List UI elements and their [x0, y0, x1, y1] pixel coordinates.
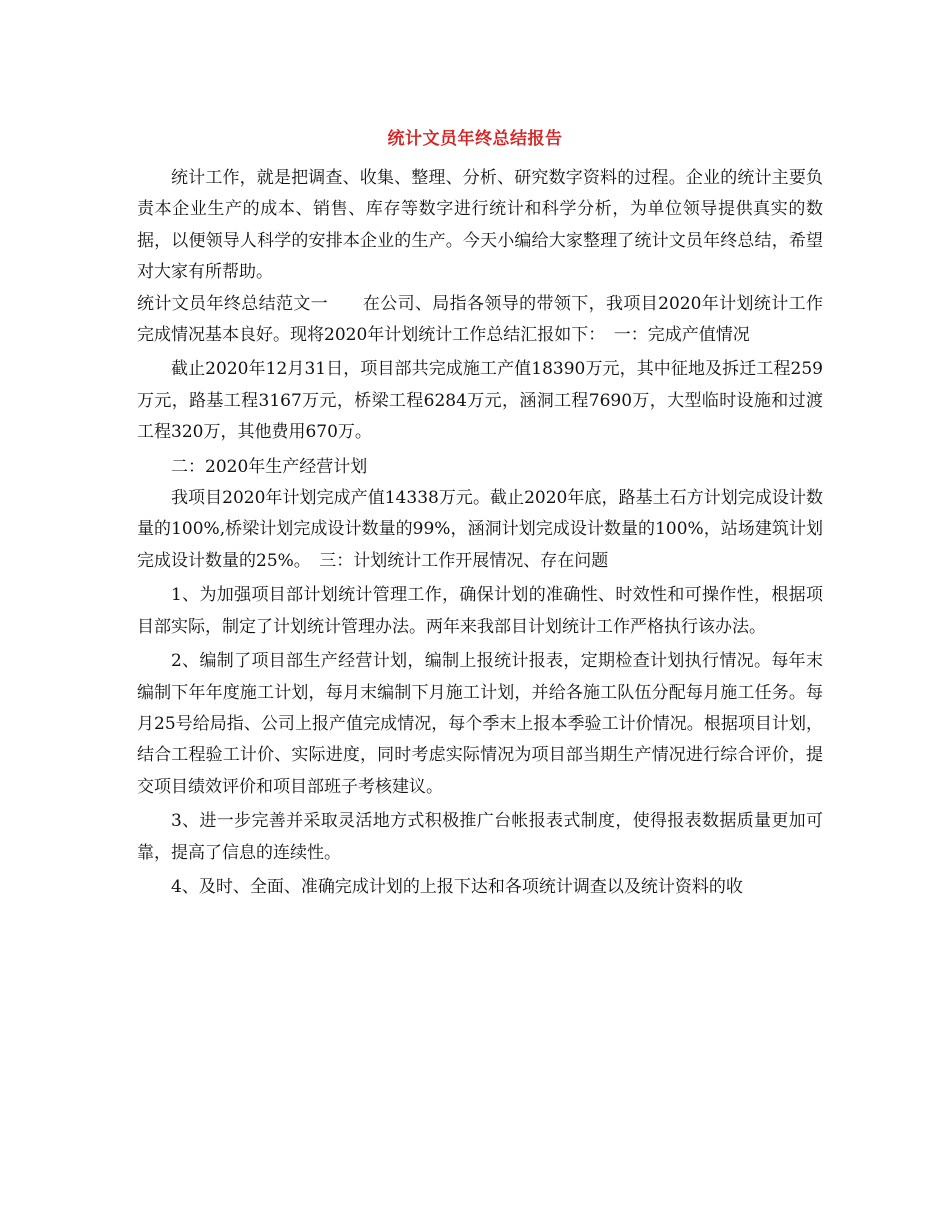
paragraph-output-value: 截止2020年12月31日，项目部共完成施工产值18390万元，其中征地及拆迁工程259万元，路基工程3167万元，桥梁工程6284万元，涵洞工程7690万，大型临时设施和过渡工程320万，其他费用670万。: [137, 359, 823, 443]
list-item-3: 3、进一步完善并采取灵活地方式积极推广台帐报表式制度，使得报表数据质量更加可靠，提高了信息的连续性。: [137, 811, 823, 863]
document-title: 统计文员年终总结报告: [387, 129, 563, 149]
section-heading-plan: 二：2020年生产经营计划: [171, 456, 368, 477]
paragraph-sample-one: 统计文员年终总结范文一 在公司、局指各领导的带领下，我项目2020年计划统计工作完成情况基本良好。现将2020年计划统计工作总结汇报如下： 一：完成产值情况: [137, 293, 823, 346]
list-item-1: 1、为加强项目部计划统计管理工作，确保计划的准确性、时效性和可操作性，根据项目部实际，制定了计划统计管理办法。两年来我部目计划统计工作严格执行该办法。: [137, 585, 823, 637]
paragraph-intro: 统计工作，就是把调查、收集、整理、分析、研究数字资料的过程。企业的统计主要负责本企业生产的成本、销售、库存等数字进行统计和科学分析，为单位领导提供真实的数据，以便领导人科学的安排本企业的生产。今天小编给大家整理了统计文员年终总结，希望对大家有所帮助。: [137, 168, 823, 283]
list-item-2: 2、编制了项目部生产经营计划，编制上报统计报表，定期检查计划执行情况。每年末编制下年年度施工计划，每月末编制下月施工计划，并给各施工队伍分配每月施工任务。每月25号给局指、公司上报产值完成情况，每个季末上报本季验工计价情况。根据项目计划，结合工程验工计价、实际进度，同时考虑实际情况为项目部当期生产情况进行综合评价，提交项目绩效评价和项目部班子考核建议。: [137, 651, 823, 797]
paragraph-plan-details: 我项目2020年计划完成产值14338万元。截止2020年底，路基土石方计划完成设计数量的100%,桥梁计划完成设计数量的99%，涵洞计划完成设计数量的100%，站场建筑计划完成设计数量的25%。 三：计划统计工作开展情况、存在问题: [137, 488, 823, 571]
document-body: [137, 163, 823, 903]
list-item-4: 4、及时、全面、准确完成计划的上报下达和各项统计调查以及统计资料的收: [171, 876, 743, 897]
